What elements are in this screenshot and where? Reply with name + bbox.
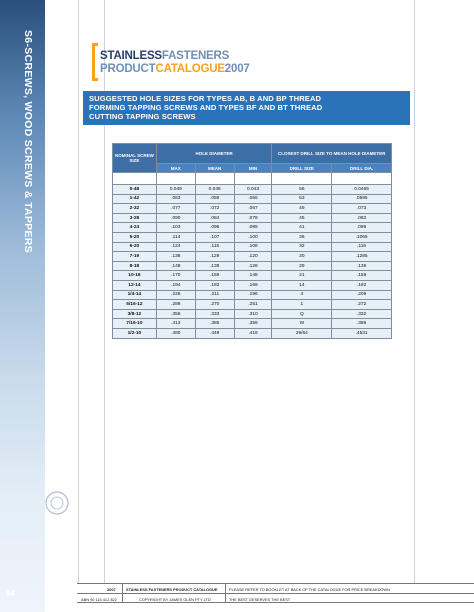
cell-drill-size: 21: [272, 271, 332, 281]
cell-drill-size: W: [272, 319, 332, 329]
cell-max: .114: [156, 232, 195, 242]
cell-mean: .138: [195, 261, 234, 271]
title-line-3: CUTTING TAPPING SCREWS: [89, 112, 196, 121]
table-spacer-row: [113, 173, 392, 185]
table-row: [113, 242, 392, 252]
cell-mean: .386: [195, 319, 234, 329]
table-row: [113, 328, 392, 338]
cell-mean: .449: [195, 328, 234, 338]
cell-nominal-size: 0-48: [113, 185, 157, 195]
cell-max: .170: [156, 271, 195, 281]
title-line-2: FORMING TAPPING SCREWS AND TYPES BF AND BT THREAD: [89, 103, 323, 112]
cell-max: .194: [156, 280, 195, 290]
cell-min: 0.043: [234, 185, 272, 195]
cell-min: .196: [234, 290, 272, 300]
cell-drill-dia: .386: [332, 319, 392, 329]
cell-min: .310: [234, 309, 272, 319]
cell-drill-size: 4: [272, 290, 332, 300]
cell-mean: .211: [195, 290, 234, 300]
cell-drill-dia: .0595: [332, 194, 392, 204]
footer-divider: [122, 583, 123, 603]
cell-max: .090: [156, 213, 195, 223]
footer-copyright: COPYRIGHT BY JAMES GLEN PTY LTD: [139, 597, 211, 602]
cell-mean: .182: [195, 280, 234, 290]
table-row: [113, 280, 392, 290]
cell-drill-dia: .182: [332, 280, 392, 290]
page-rule-right: [414, 0, 415, 583]
cell-min: .418: [234, 328, 272, 338]
cell-drill-size: 49: [272, 204, 332, 214]
table-title-banner: [83, 91, 410, 125]
cell-min: .089: [234, 223, 272, 233]
cell-nominal-size: 6-20: [113, 242, 157, 252]
cell-min: .128: [234, 261, 272, 271]
brand-stainless: STAINLESS: [100, 50, 162, 62]
cell-nominal-size: 12-14: [113, 280, 157, 290]
footer-row-top: [77, 583, 474, 593]
cell-max: .077: [156, 204, 195, 214]
cell-mean: .096: [195, 223, 234, 233]
sidebar-banner: [0, 0, 45, 612]
cell-min: .078: [234, 213, 272, 223]
cell-max: .226: [156, 290, 195, 300]
cell-mean: .270: [195, 300, 234, 310]
cell-drill-dia: .096: [332, 223, 392, 233]
table-row: [113, 261, 392, 271]
header-max: MAX: [156, 164, 195, 173]
cell-drill-dia: .159: [332, 271, 392, 281]
page-number: 84: [6, 589, 15, 598]
cell-drill-dia: .136: [332, 261, 392, 271]
table-row: [113, 223, 392, 233]
cell-max: .124: [156, 242, 195, 252]
cell-min: .359: [234, 319, 272, 329]
cell-min: .100: [234, 232, 272, 242]
brand-product: PRODUCT: [100, 63, 156, 75]
page-footer: [77, 583, 474, 604]
brand-fasteners: FASTENERS: [161, 50, 230, 62]
footer-divider: [225, 583, 226, 603]
cell-drill-dia: 0.0465: [332, 185, 392, 195]
header-closest-drill: CLOSEST DRILL SIZE TO MEAN HOLE DIAMETER: [272, 144, 392, 164]
cell-drill-size: 53: [272, 194, 332, 204]
table-row: [113, 271, 392, 281]
cell-drill-dia: .1285: [332, 252, 392, 262]
cell-drill-size: 30: [272, 252, 332, 262]
cell-min: .067: [234, 204, 272, 214]
page-rule-left: [78, 0, 79, 583]
page-rule-inner: [104, 0, 105, 583]
header-drill-dia: DRILL DIA.: [332, 164, 392, 173]
table-row: [113, 213, 392, 223]
footer-year: 2007: [107, 587, 116, 592]
cell-max: .480: [156, 328, 195, 338]
cell-mean: .107: [195, 232, 234, 242]
cell-max: .289: [156, 300, 195, 310]
table-row: [113, 290, 392, 300]
footer-abn: ABN 90 115 412 822: [81, 597, 117, 602]
hole-size-table: [112, 143, 392, 339]
cell-min: .108: [234, 242, 272, 252]
cell-nominal-size: 8-18: [113, 261, 157, 271]
cell-max: .063: [156, 194, 195, 204]
cell-nominal-size: 10-16: [113, 271, 157, 281]
cell-max: .138: [156, 252, 195, 262]
cell-drill-size: Q: [272, 309, 332, 319]
header-mean: MEAN: [195, 164, 234, 173]
cell-drill-size: 45: [272, 213, 332, 223]
cell-drill-size: 36: [272, 232, 332, 242]
table-row: [113, 194, 392, 204]
header-hole-diameter: HOLE DIAMETER: [156, 144, 272, 164]
table-row: [113, 204, 392, 214]
cell-max: .413: [156, 319, 195, 329]
cell-drill-dia: .4531: [332, 328, 392, 338]
cell-mean: .129: [195, 252, 234, 262]
cell-mean: 0.046: [195, 185, 234, 195]
screw-head-icon: [44, 490, 70, 516]
cell-nominal-size: 1/4-14: [113, 290, 157, 300]
cell-nominal-size: 2-32: [113, 204, 157, 214]
cell-nominal-size: 1-42: [113, 194, 157, 204]
cell-drill-dia: .332: [332, 309, 392, 319]
bracket-icon: [92, 43, 98, 81]
cell-nominal-size: 7-19: [113, 252, 157, 262]
cell-mean: .116: [195, 242, 234, 252]
table-row: [113, 232, 392, 242]
cell-nominal-size: 7/16-10: [113, 319, 157, 329]
cell-nominal-size: 3-28: [113, 213, 157, 223]
cell-mean: .059: [195, 194, 234, 204]
cell-drill-size: 1: [272, 300, 332, 310]
footer-refer-note: PLEASE REFER TO BOOKLET AT BACK OF THE CATALOGUE FOR PRICE BREAKDOWN: [229, 587, 390, 592]
cell-nominal-size: 5/16-12: [113, 300, 157, 310]
cell-drill-dia: .073: [332, 204, 392, 214]
cell-min: .169: [234, 280, 272, 290]
cell-nominal-size: 1/2-10: [113, 328, 157, 338]
cell-drill-size: 29: [272, 261, 332, 271]
cell-nominal-size: 4-24: [113, 223, 157, 233]
cell-drill-dia: .1065: [332, 232, 392, 242]
header-nominal-size: NOMINAL SCREW SIZE: [113, 144, 157, 173]
cell-drill-size: 32: [272, 242, 332, 252]
footer-slogan: THE BEST DESERVES THE BEST: [229, 597, 291, 602]
header-drill-size: DRILL SIZE: [272, 164, 332, 173]
header-min: MIN: [234, 164, 272, 173]
table-row: [113, 185, 392, 195]
cell-max: .148: [156, 261, 195, 271]
cell-drill-size: 29/64: [272, 328, 332, 338]
cell-drill-dia: .272: [332, 300, 392, 310]
cell-min: .148: [234, 271, 272, 281]
brand-year: 2007: [224, 63, 250, 75]
cell-drill-dia: .082: [332, 213, 392, 223]
title-line-1: SUGGESTED HOLE SIZES FOR TYPES AB, B AND BP THREAD: [89, 94, 322, 103]
cell-mean: .333: [195, 309, 234, 319]
cell-mean: .159: [195, 271, 234, 281]
cell-nominal-size: 5-20: [113, 232, 157, 242]
cell-min: .120: [234, 252, 272, 262]
table-row: [113, 319, 392, 329]
cell-drill-dia: .116: [332, 242, 392, 252]
cell-mean: .084: [195, 213, 234, 223]
cell-max: .356: [156, 309, 195, 319]
cell-nominal-size: 3/8-12: [113, 309, 157, 319]
brand-catalogue: CATALOGUE: [155, 63, 225, 75]
cell-drill-dia: .209: [332, 290, 392, 300]
cell-drill-size: 14: [272, 280, 332, 290]
table-row: [113, 309, 392, 319]
cell-drill-size: 41: [272, 223, 332, 233]
footer-row-bottom: [77, 593, 474, 603]
table-row: [113, 300, 392, 310]
cell-drill-size: 56: [272, 185, 332, 195]
cell-min: .251: [234, 300, 272, 310]
section-label: S6-SCREWS, WOOD SCREWS & TAPPERS: [22, 30, 34, 253]
cell-mean: .072: [195, 204, 234, 214]
cell-max: 0.049: [156, 185, 195, 195]
table-row: [113, 252, 392, 262]
cell-min: .055: [234, 194, 272, 204]
cell-max: .103: [156, 223, 195, 233]
footer-catalogue: STAINLESS FASTENERS PRODUCT CATALOGUE: [126, 587, 218, 592]
